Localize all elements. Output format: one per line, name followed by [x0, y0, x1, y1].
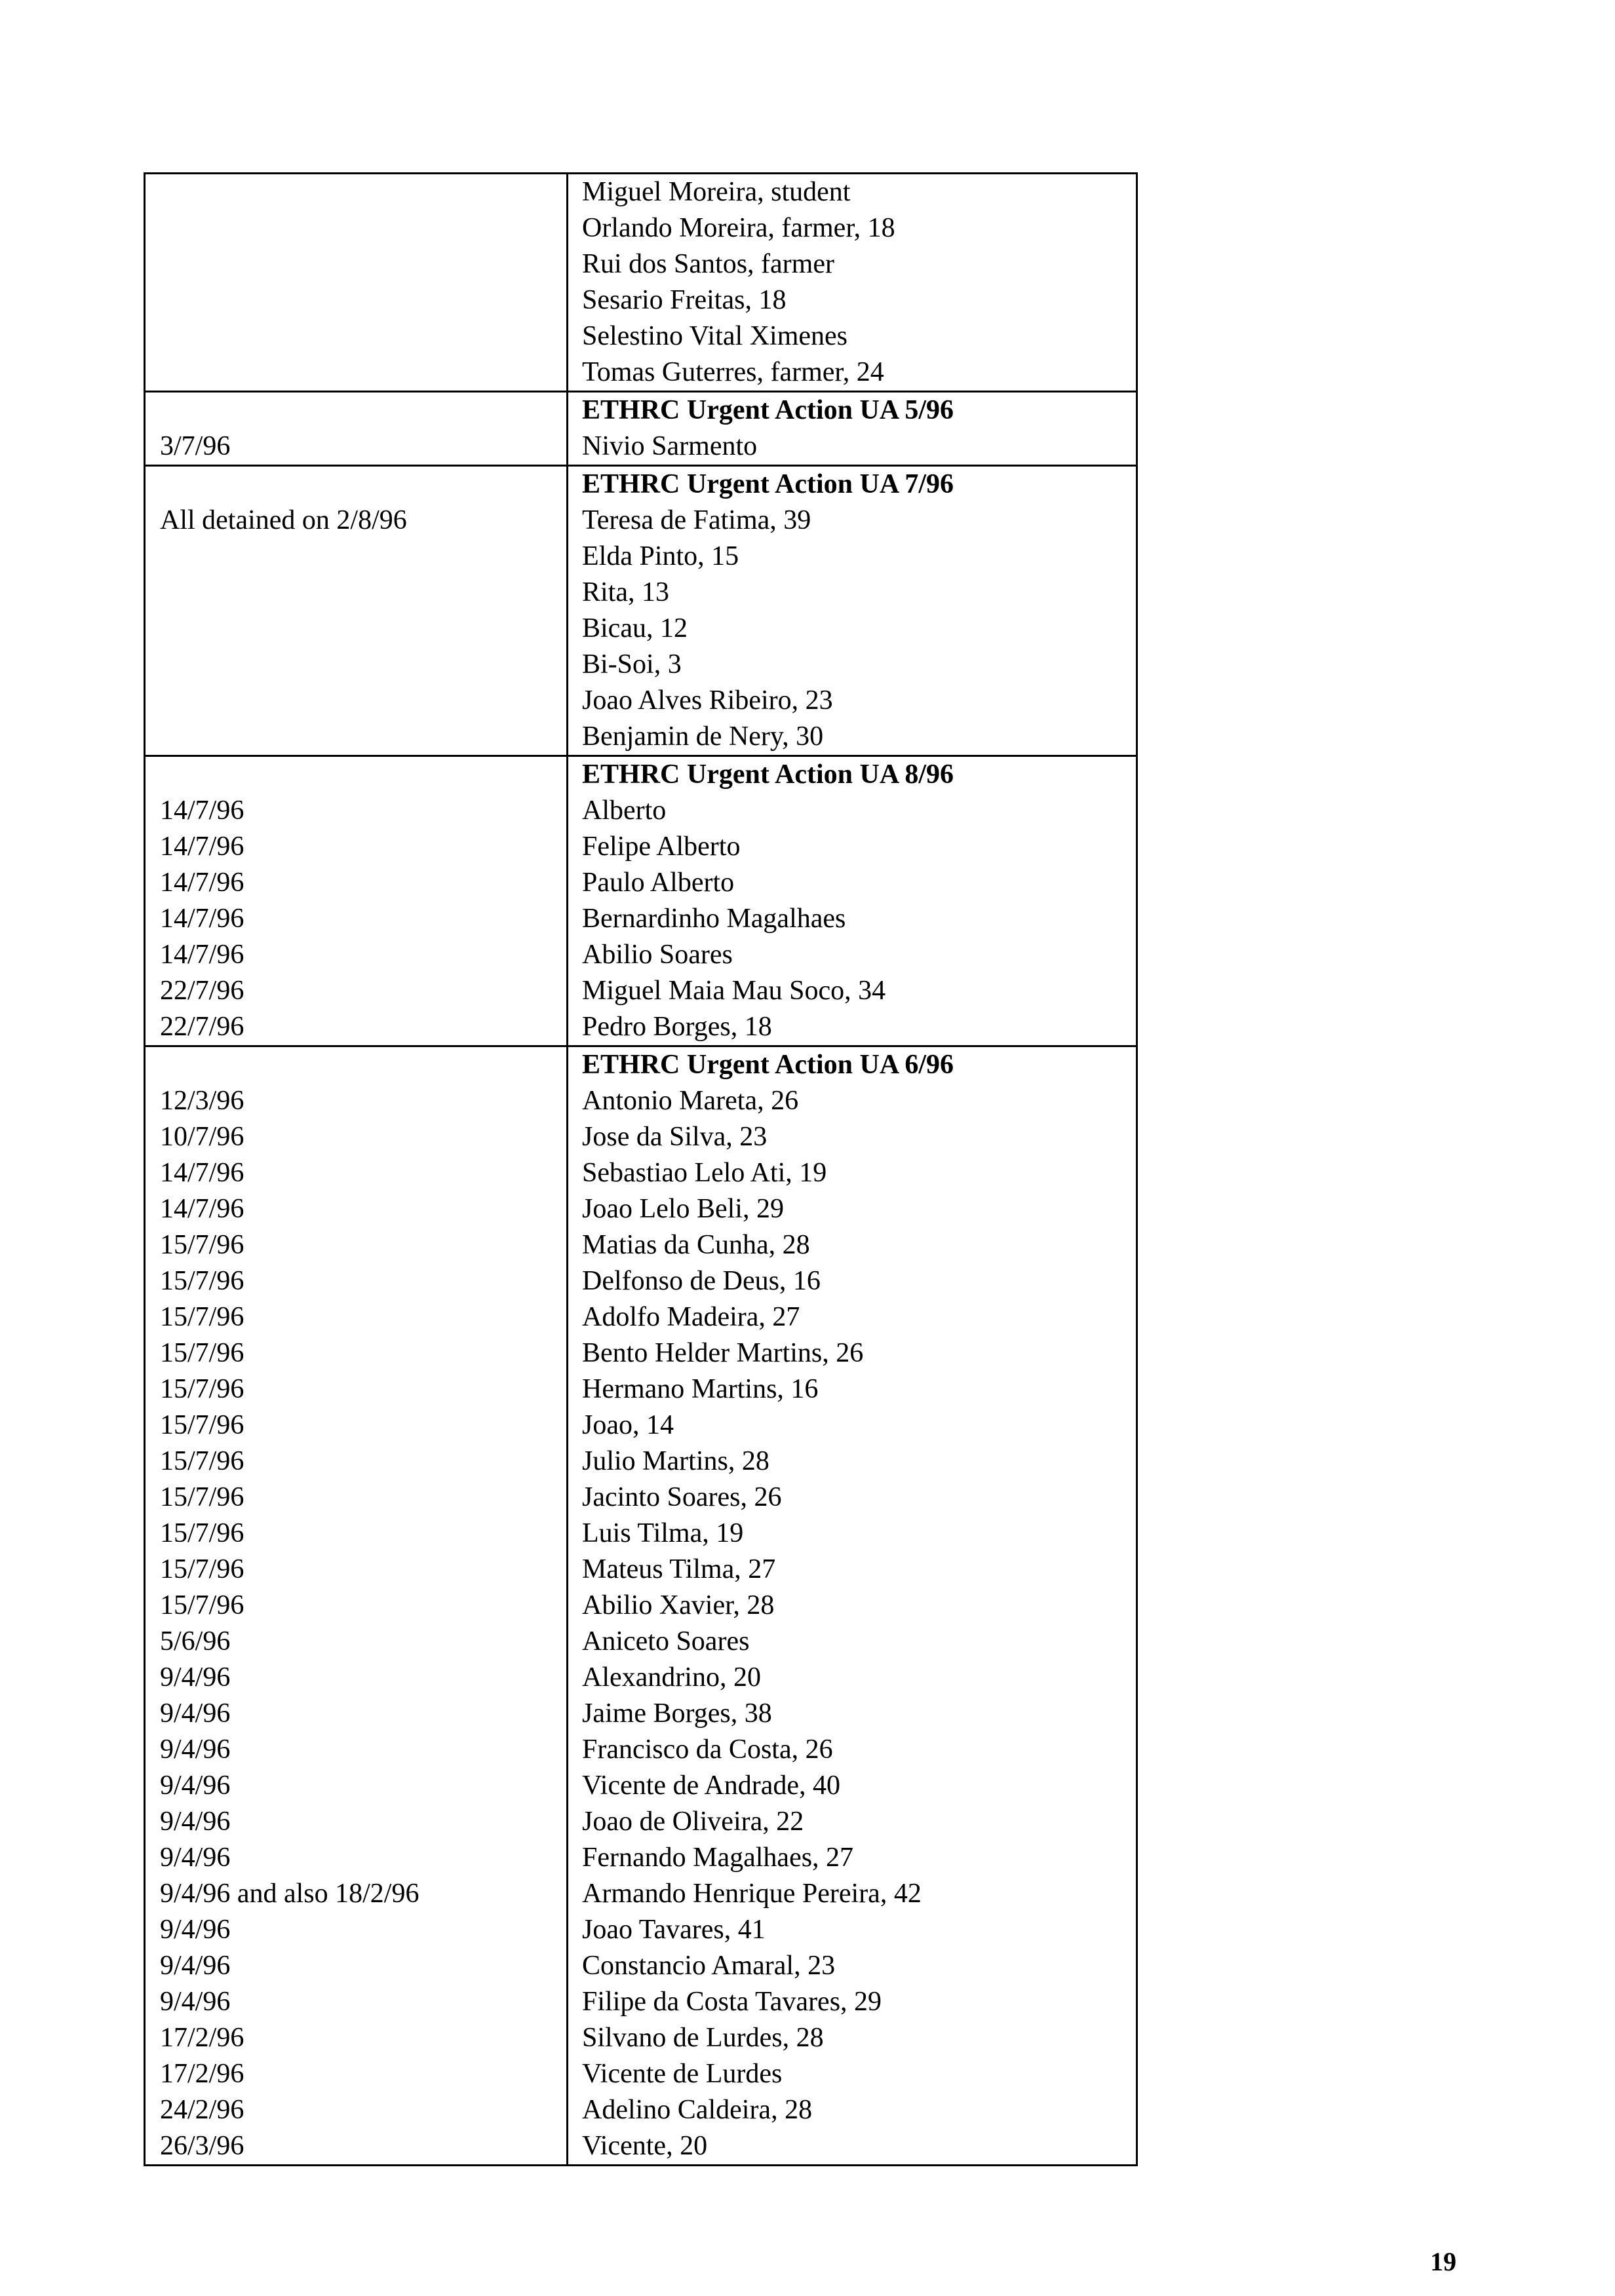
- detainee-name: Rui dos Santos, farmer: [582, 249, 834, 279]
- names-cell: [568, 466, 1137, 756]
- detention-date: 15/7/96: [160, 1482, 244, 1512]
- detainee-name: Alberto: [582, 795, 667, 826]
- detention-date: 17/2/96: [160, 2059, 244, 2089]
- detainee-name: Pedro Borges, 18: [582, 1012, 772, 1042]
- date-cell: [145, 756, 568, 1046]
- detainee-name: Adelino Caldeira, 28: [582, 2095, 813, 2125]
- detention-date: [160, 611, 566, 647]
- detention-date: All detained on 2/8/96: [160, 505, 407, 535]
- detention-date: [160, 539, 566, 575]
- detention-date: [160, 467, 566, 503]
- detention-date: [160, 647, 566, 683]
- detainee-name: Antonio Mareta, 26: [582, 1086, 799, 1116]
- detention-date: 12/3/96: [160, 1086, 244, 1116]
- detainee-name: Joao, 14: [582, 1410, 674, 1440]
- detainee-name: Julio Martins, 28: [582, 1446, 769, 1476]
- detention-date: 14/7/96: [160, 1158, 244, 1188]
- detention-date: [160, 210, 566, 246]
- date-cell: [145, 1046, 568, 2166]
- detainee-name: Felipe Alberto: [582, 832, 741, 862]
- detention-date: [160, 246, 566, 282]
- detention-date: [160, 282, 566, 318]
- detainee-name: Abilio Soares: [582, 940, 733, 970]
- detention-date: 15/7/96: [160, 1554, 244, 1584]
- detainee-name: Elda Pinto, 15: [582, 541, 739, 571]
- detainee-name: Sesario Freitas, 18: [582, 285, 787, 315]
- detention-date: 9/4/96: [160, 1915, 231, 1945]
- detention-date: 14/7/96: [160, 868, 244, 898]
- detention-date: 22/7/96: [160, 1012, 244, 1042]
- detention-date: [160, 174, 566, 210]
- group-row: [145, 392, 1137, 466]
- detention-date: 9/4/96 and also 18/2/96: [160, 1879, 419, 1909]
- detention-date: 15/7/96: [160, 1518, 244, 1548]
- detention-date: 9/4/96: [160, 1770, 231, 1801]
- detention-date: 15/7/96: [160, 1338, 244, 1368]
- detention-date: [160, 392, 566, 429]
- detention-date: 15/7/96: [160, 1302, 244, 1332]
- detainee-name: Miguel Moreira, student: [582, 177, 851, 207]
- urgent-action-heading: ETHRC Urgent Action UA 7/96: [582, 469, 954, 499]
- detention-date: 14/7/96: [160, 904, 244, 934]
- detention-date: 26/3/96: [160, 2131, 244, 2161]
- detainee-name: Jose da Silva, 23: [582, 1122, 768, 1152]
- detainee-name: Miguel Maia Mau Soco, 34: [582, 976, 886, 1006]
- detention-date: 9/4/96: [160, 1698, 231, 1729]
- detention-date: 9/4/96: [160, 1807, 231, 1837]
- detainee-name: Jacinto Soares, 26: [582, 1482, 782, 1512]
- detainee-name: Bi-Soi, 3: [582, 649, 682, 679]
- detention-date: 9/4/96: [160, 1951, 231, 1981]
- detainee-name: Bernardinho Magalhaes: [582, 904, 846, 934]
- detainee-name: Rita, 13: [582, 577, 669, 607]
- detention-date: [160, 354, 566, 391]
- detainee-name: Fernando Magalhaes, 27: [582, 1843, 854, 1873]
- detention-date: 10/7/96: [160, 1122, 244, 1152]
- detainee-name: Jaime Borges, 38: [582, 1698, 772, 1729]
- date-cell: [145, 174, 568, 392]
- detainee-name: Armando Henrique Pereira, 42: [582, 1879, 922, 1909]
- date-cell: [145, 466, 568, 756]
- detainee-name: Matias da Cunha, 28: [582, 1230, 810, 1260]
- detainee-name: Benjamin de Nery, 30: [582, 721, 824, 752]
- detention-date: 15/7/96: [160, 1230, 244, 1260]
- detainee-table-body: [145, 174, 1137, 2166]
- detainee-name: Silvano de Lurdes, 28: [582, 2023, 824, 2053]
- detention-date: 15/7/96: [160, 1266, 244, 1296]
- detainee-name: Orlando Moreira, farmer, 18: [582, 213, 895, 243]
- urgent-action-heading: ETHRC Urgent Action UA 5/96: [582, 395, 954, 425]
- detainee-name: Teresa de Fatima, 39: [582, 505, 811, 535]
- detainee-name: Vicente de Lurdes: [582, 2059, 783, 2089]
- detainee-name: Joao Tavares, 41: [582, 1915, 766, 1945]
- detention-date: 24/2/96: [160, 2095, 244, 2125]
- urgent-action-heading: ETHRC Urgent Action UA 6/96: [582, 1050, 954, 1080]
- detainee-name: Sebastiao Lelo Ati, 19: [582, 1158, 827, 1188]
- group-row: [145, 1046, 1137, 2166]
- group-row: [145, 466, 1137, 756]
- detainee-name: Joao Lelo Beli, 29: [582, 1194, 784, 1224]
- detainee-name: Bento Helder Martins, 26: [582, 1338, 864, 1368]
- detainee-name: Joao de Oliveira, 22: [582, 1807, 804, 1837]
- urgent-action-heading: ETHRC Urgent Action UA 8/96: [582, 759, 954, 790]
- detainee-name: Mateus Tilma, 27: [582, 1554, 776, 1584]
- page-number: 19: [1430, 2247, 1456, 2276]
- detainee-name: Hermano Martins, 16: [582, 1374, 819, 1404]
- detainee-name: Alexandrino, 20: [582, 1662, 761, 1693]
- detainee-name: Tomas Guterres, farmer, 24: [582, 357, 884, 387]
- detainee-name: Adolfo Madeira, 27: [582, 1302, 800, 1332]
- names-cell: [568, 756, 1137, 1046]
- detention-date: 15/7/96: [160, 1410, 244, 1440]
- detainee-name: Vicente de Andrade, 40: [582, 1770, 840, 1801]
- detention-date: [160, 757, 566, 793]
- detention-date: 17/2/96: [160, 2023, 244, 2053]
- detention-date: [160, 318, 566, 354]
- names-cell: [568, 392, 1137, 466]
- detention-date: 9/4/96: [160, 1987, 231, 2017]
- detention-date: 9/4/96: [160, 1662, 231, 1693]
- detainee-name: Luis Tilma, 19: [582, 1518, 744, 1548]
- group-row: [145, 756, 1137, 1046]
- detainee-name: Paulo Alberto: [582, 868, 735, 898]
- names-cell: [568, 1046, 1137, 2166]
- detainee-name: Constancio Amaral, 23: [582, 1951, 836, 1981]
- detainee-name: Selestino Vital Ximenes: [582, 321, 847, 351]
- detention-date: [160, 683, 566, 719]
- detention-date: [160, 719, 566, 755]
- detention-date: 9/4/96: [160, 1734, 231, 1765]
- detainee-name: Bicau, 12: [582, 613, 688, 643]
- detention-date: [160, 575, 566, 611]
- detention-date: 14/7/96: [160, 795, 244, 826]
- detainee-name: Abilio Xavier, 28: [582, 1590, 775, 1620]
- detention-date: 3/7/96: [160, 431, 231, 461]
- detention-date: 15/7/96: [160, 1446, 244, 1476]
- group-row: [145, 174, 1137, 392]
- date-cell: [145, 392, 568, 466]
- detention-date: 14/7/96: [160, 1194, 244, 1224]
- detainee-name: Nivio Sarmento: [582, 431, 758, 461]
- detainee-name: Vicente, 20: [582, 2131, 708, 2161]
- detainee-name: Francisco da Costa, 26: [582, 1734, 833, 1765]
- detention-date: 22/7/96: [160, 976, 244, 1006]
- detainee-name: Joao Alves Ribeiro, 23: [582, 685, 833, 716]
- detention-date: [160, 1047, 566, 1083]
- detention-date: 14/7/96: [160, 940, 244, 970]
- detention-date: 9/4/96: [160, 1843, 231, 1873]
- detention-date: 5/6/96: [160, 1626, 231, 1656]
- detainee-table: [144, 172, 1138, 2166]
- detention-date: 14/7/96: [160, 832, 244, 862]
- detainee-name: Filipe da Costa Tavares, 29: [582, 1987, 882, 2017]
- detainee-name: Delfonso de Deus, 16: [582, 1266, 821, 1296]
- detention-date: 15/7/96: [160, 1590, 244, 1620]
- detention-date: 15/7/96: [160, 1374, 244, 1404]
- names-cell: [568, 174, 1137, 392]
- detainee-name: Aniceto Soares: [582, 1626, 750, 1656]
